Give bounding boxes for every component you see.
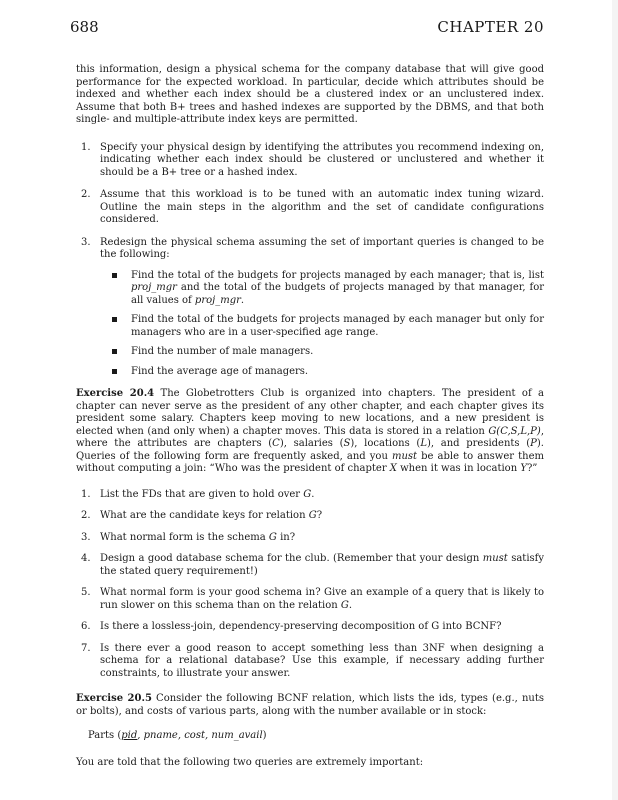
list-item: [76, 510, 544, 523]
relation-attributes: , pname, cost, num_avail: [137, 730, 263, 741]
bullet-item: [100, 366, 544, 379]
bullet-item: [100, 346, 544, 359]
item-number: 5.: [81, 587, 91, 598]
variable: Y: [520, 463, 527, 474]
relation-name: G(C,S,L,P): [488, 425, 541, 437]
list-item: [76, 553, 544, 578]
item-text: What normal form is your good schema in? Give an example of a query that is likely to run slower on this schema than on the relation: [100, 587, 544, 611]
running-header: [70, 18, 544, 42]
item-number: 1.: [81, 141, 91, 153]
exercise-text: ), locations (: [350, 438, 421, 449]
relation-name: G: [268, 531, 277, 543]
exercise-label: Exercise 20.5: [76, 693, 152, 704]
item-text: .: [311, 488, 315, 500]
emphasis: must: [391, 450, 418, 462]
exercise-text: , where the attributes are chapters (: [76, 425, 544, 449]
list-item: [76, 489, 544, 502]
attribute-symbol: C: [272, 438, 280, 449]
chapter-title: CHAPTER 20: [437, 18, 544, 36]
exercise-20-5: [76, 693, 544, 718]
bullet-text: Find the number of male managers.: [131, 346, 314, 357]
item-text: Specify your physical design by identifying the attributes you recommend indexing on, indicating whether each index should be clustered or unclustered and whether it should be a B+ tree or a hashed index.: [100, 141, 544, 178]
primary-key: pid: [121, 730, 138, 741]
bullet-item: [100, 270, 544, 308]
exercise-question-list: [76, 489, 544, 681]
item-number: 4.: [81, 553, 91, 564]
bullet-icon: [112, 273, 117, 278]
question-list: [76, 142, 544, 379]
exercise-text: be able to answer them without computing a join: “Who was the president of chapter: [76, 450, 544, 474]
exercise-text: ?”: [526, 463, 538, 474]
bullet-item: [100, 314, 544, 339]
item-text: What normal form is the schema: [100, 531, 269, 543]
relation-schema: [76, 730, 544, 743]
bullet-list: [100, 270, 544, 379]
relation-name: G: [303, 488, 312, 500]
page-number: 688: [70, 18, 99, 36]
list-item: [76, 643, 544, 681]
relation-name: G: [308, 510, 317, 521]
relation-name: Parts: [88, 730, 115, 741]
bullet-icon: [112, 317, 117, 322]
attribute-symbol: L: [420, 438, 427, 449]
item-text: Design a good database schema for the club. (Remember that your design: [100, 553, 483, 564]
bullet-icon: [112, 349, 117, 354]
item-text: Assume that this workload is to be tuned with an automatic index tuning wizard. Outline the main steps in the algorithm and the set of candidate configurations considered.: [100, 189, 544, 225]
bullet-text: .: [240, 294, 245, 306]
list-item: [76, 587, 544, 612]
bullet-text: Find the average age of managers.: [131, 365, 309, 377]
page-body: [76, 64, 544, 769]
item-text: Is there ever a good reason to accept something less than 3NF when designing a schema for a relational database? Use this example, if necessary adding further constraints, to illustrate your answer.: [100, 642, 544, 679]
attribute-name: proj_mgr: [131, 282, 177, 293]
variable: X: [389, 463, 397, 474]
attribute-symbol: S: [343, 438, 351, 449]
exercise-text: when it was in location: [396, 463, 521, 474]
item-text: .: [348, 599, 353, 611]
list-item: [76, 189, 544, 227]
relation-punct: (: [114, 730, 122, 741]
page-edge: [612, 0, 618, 800]
emphasis: must: [482, 553, 508, 564]
bullet-text: Find the total of the budgets for projects managed by each manager; that is, list: [131, 269, 544, 281]
item-number: 1.: [81, 488, 91, 500]
item-text: Is there a lossless-join, dependency-preserving decomposition of G into BCNF?: [100, 621, 502, 632]
intro-paragraph: this information, design a physical schema for the company database that will give good performance for the expected workload. In particular, decide which attributes should be indexed and whether each index should be a clustered index or an unclustered index. Assume that both B+ trees and hashed indexes are supported by the DBMS, and that both single- and multiple-attribute index keys are permitted.: [76, 64, 544, 125]
attribute-symbol: P: [530, 438, 537, 449]
item-text: satisfy the stated query requirement!): [100, 553, 544, 577]
exercise-text: ), salaries (: [279, 438, 344, 449]
exercise-text: Consider the following BCNF relation, which lists the ids, types (e.g., nuts or bolts), and costs of various parts, along with the number available or in stock:: [76, 693, 544, 717]
item-text: What are the candidate keys for relation: [100, 510, 309, 521]
bullet-text: Find the total of the budgets for projects managed by each manager but only for managers who are in a user-specified age range.: [131, 314, 544, 338]
item-number: 2.: [81, 189, 91, 200]
item-text: Redesign the physical schema assuming the set of important queries is changed to be the following:: [100, 236, 544, 260]
exercise-text: ), and presidents (: [426, 438, 531, 449]
list-item: [76, 532, 544, 545]
item-number: 3.: [81, 531, 91, 543]
item-text: List the FDs that are given to hold over: [100, 488, 304, 500]
exercise-20-4: [76, 388, 544, 476]
item-number: 2.: [81, 510, 91, 521]
exercise-text: ). Queries of the following form are frequently asked, and you: [76, 438, 544, 462]
list-item: [76, 237, 544, 379]
bullet-text: and the total of the budgets of projects managed by that manager, for all values of: [131, 282, 544, 306]
item-number: 7.: [81, 642, 91, 654]
item-number: 6.: [81, 621, 91, 632]
relation-name: G: [340, 599, 349, 611]
exercise-label: Exercise 20.4: [76, 388, 155, 399]
item-number: 3.: [81, 236, 91, 248]
exercise-text: The Globetrotters Club is organized into chapters. The president of a chapter can never serve as the president of any other chapter, and each chapter gives its president some salary. Chapters keep moving to new locations, and a new president is elected when (and only when) a chapter moves. This data is stored in a relation: [76, 388, 544, 437]
relation-punct: ): [262, 730, 267, 741]
list-item: [76, 142, 544, 180]
attribute-name: proj_mgr: [194, 294, 241, 306]
item-text: in?: [276, 531, 296, 543]
item-text: ?: [316, 510, 323, 521]
bullet-icon: [112, 369, 117, 374]
list-item: [76, 621, 544, 634]
closing-sentence: You are told that the following two queries are extremely important:: [76, 756, 424, 768]
